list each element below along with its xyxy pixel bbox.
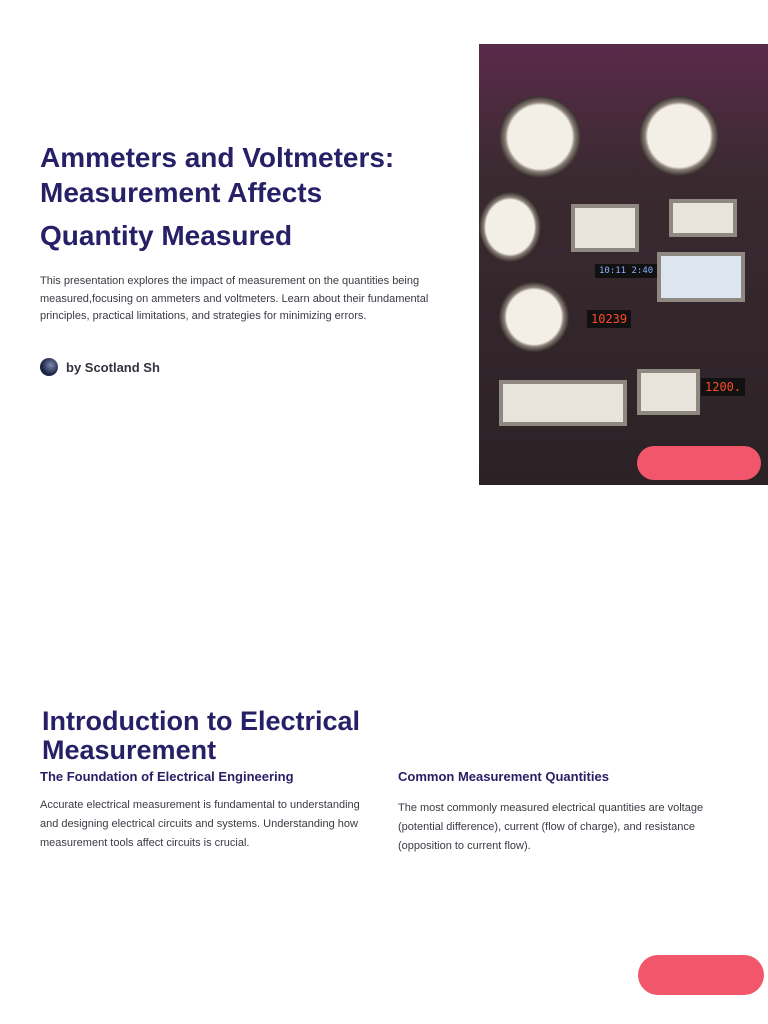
section-title: Introduction to Electrical Measurement (42, 706, 361, 765)
column-heading: Common Measurement Quantities (398, 769, 609, 784)
author-name: by Scotland Sh (66, 359, 160, 375)
avatar (40, 358, 58, 376)
slide-description: This presentation explores the impact of measurement on the quantities being measured,focusing on ammeters and voltmeters. Learn about their fundamental principles, practical limitations, and strategies for minimizing errors. (40, 275, 429, 322)
author-byline (40, 358, 160, 376)
redaction-mark (637, 446, 761, 480)
title-line: Quantity Measured (40, 220, 293, 251)
image-display-text: 1200. (701, 378, 745, 396)
meters-panel-image (479, 44, 768, 485)
redaction-mark (638, 955, 764, 995)
column-text: The most commonly measured electrical quantities are voltage (potential difference), current (flow of charge), and resistance (opposition to current flow). (398, 802, 704, 852)
column-text: Accurate electrical measurement is fundamental to understanding and designing electrical circuits and systems. Understanding how measurement tools affect circuits is crucial. (40, 799, 360, 849)
image-display-text: 10239 (587, 310, 631, 328)
slide-title (40, 140, 460, 253)
column-heading: The Foundation of Electrical Engineering (40, 769, 294, 784)
title-line: Ammeters and Voltmeters: (40, 142, 395, 173)
image-display-text: 10:11 2:40 (595, 264, 657, 278)
title-line: Measurement Affects (40, 177, 323, 208)
